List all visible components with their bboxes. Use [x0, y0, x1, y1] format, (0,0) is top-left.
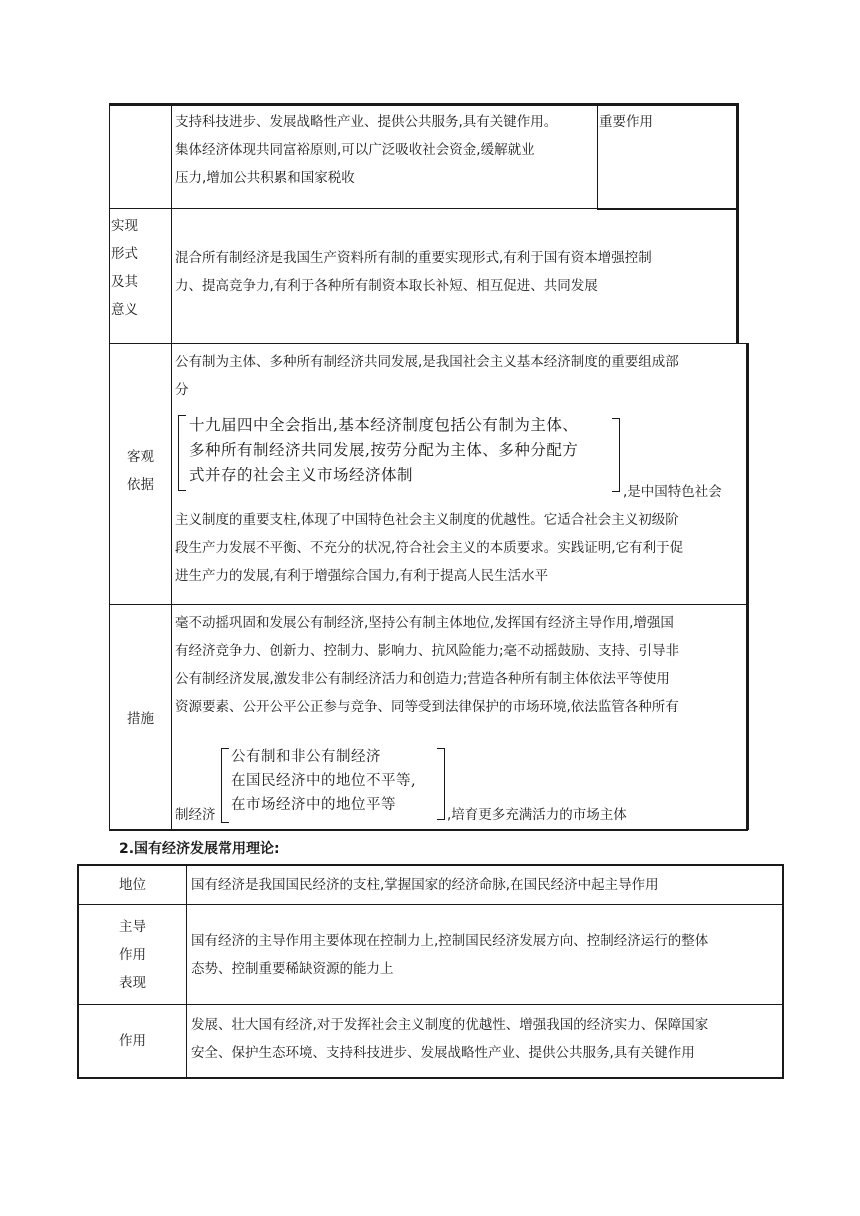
text-line: 公有制经济发展,激发非公有制经济活力和创造力;营造各种所有制主体依法平等使用: [175, 671, 670, 687]
table-border: [746, 343, 749, 830]
status-content: 国有经济是我国国民经济的支柱,掌握国家的经济命脉,在国民经济中起主导作用: [191, 877, 659, 893]
function-label: 作用: [119, 1033, 146, 1049]
important-role-label: 重要作用: [599, 114, 653, 130]
bracket-left: [178, 415, 186, 491]
section-heading: 2.国有经济发展常用理论:: [119, 841, 280, 857]
status-label: 地位: [119, 877, 146, 893]
text-line: 安全、保护生态环境、支持科技进步、发展战略性产业、提供公共服务,具有关键作用: [191, 1045, 695, 1061]
text-line: 进生产力的发展,有利于增强综合国力,有利于提高人民生活水平: [175, 568, 549, 584]
text-line: 混合所有制经济是我国生产资料所有制的重要实现形式,有利于国有资本增强控制: [175, 250, 652, 266]
text-line: 力、提高竞争力,有利于各种所有制资本取长补短、相互促进、共同发展: [175, 278, 598, 294]
form-content: [175, 244, 735, 300]
measures-before-note: 制经济: [175, 807, 216, 823]
handwritten-line: 在国民经济中的地位不平等,: [231, 773, 417, 789]
text-line: 支持科技进步、发展战略性产业、提供公共服务,具有关键作用。: [175, 114, 558, 130]
leading-role-content: [191, 927, 779, 983]
handwritten-line: 多种所有制经济共同发展,按劳分配为主体、多种分配方: [189, 441, 579, 459]
function-content: [191, 1011, 779, 1067]
table-border: [77, 1077, 784, 1079]
handwritten-line: 式并存的社会主义市场经济体制: [189, 466, 414, 484]
table-border: [109, 103, 738, 106]
basis-after-note: ,是中国特色社会: [623, 484, 722, 500]
text-line: 毫不动摇巩固和发展公有制经济,坚持公有制主体地位,发挥国有经济主导作用,增强国: [175, 615, 674, 631]
role-content: [175, 108, 595, 192]
handwritten-line: 在市场经济中的地位平等: [231, 797, 396, 813]
table-border: [597, 208, 738, 210]
table-border: [109, 829, 748, 831]
table-border: [736, 103, 739, 343]
basis-label: 客观 依据: [127, 449, 154, 493]
text-line: 集体经济体现共同富裕原则,可以广泛吸收社会资金,缓解就业: [175, 142, 535, 158]
handwritten-line: 十九届四中全会指出,基本经济制度包括公有制为主体、: [189, 416, 579, 434]
text-line: 分: [175, 382, 189, 398]
text-line: 主义制度的重要支柱,体现了中国特色社会主义制度的优越性。它适合社会主义初级阶: [175, 512, 679, 528]
table-border: [186, 864, 187, 1079]
measures-label: 措施: [127, 711, 154, 727]
text-line: 压力,增加公共积累和国家税收: [175, 170, 355, 186]
handwritten-line: 公有制和非公有制经济: [231, 749, 381, 765]
table-border: [171, 103, 172, 830]
text-line: 发展、壮大国有经济,对于发挥社会主义制度的优越性、增强我国的经济实力、保障国家: [191, 1017, 709, 1033]
handwritten-note: [189, 413, 619, 488]
table-border: [109, 604, 748, 605]
text-line: 公有制为主体、多种所有制经济共同发展,是我国社会主义基本经济制度的重要组成部: [175, 354, 679, 370]
form-label: 实现 形式 及其 意义: [111, 218, 138, 318]
measures-content: [175, 609, 745, 721]
measures-after-note: ,培育更多充满活力的市场主体: [447, 807, 627, 823]
basis-intro: [175, 348, 745, 404]
text-line: 段生产力发展不平衡、不充分的状况,符合社会主义的本质要求。实践证明,它有利于促: [175, 540, 684, 556]
handwritten-note: [231, 745, 441, 817]
text-line: 资源要素、公开公平公正参与竞争、同等受到法律保护的市场环境,依法监管各种所有: [175, 699, 679, 715]
text-line: 态势、控制重要稀缺资源的能力上: [191, 961, 394, 977]
table-border: [109, 343, 748, 344]
leading-role-label: 主导 作用 表现: [119, 918, 146, 991]
table-border: [597, 103, 598, 209]
text-line: 国有经济的主导作用主要体现在控制力上,控制国民经济发展方向、控制经济运行的整体: [191, 933, 709, 949]
basis-rest: [175, 506, 745, 590]
text-line: 有经济竞争力、创新力、控制力、影响力、抗风险能力;毫不动摇鼓励、支持、引导非: [175, 643, 680, 659]
table-border: [782, 864, 784, 1079]
